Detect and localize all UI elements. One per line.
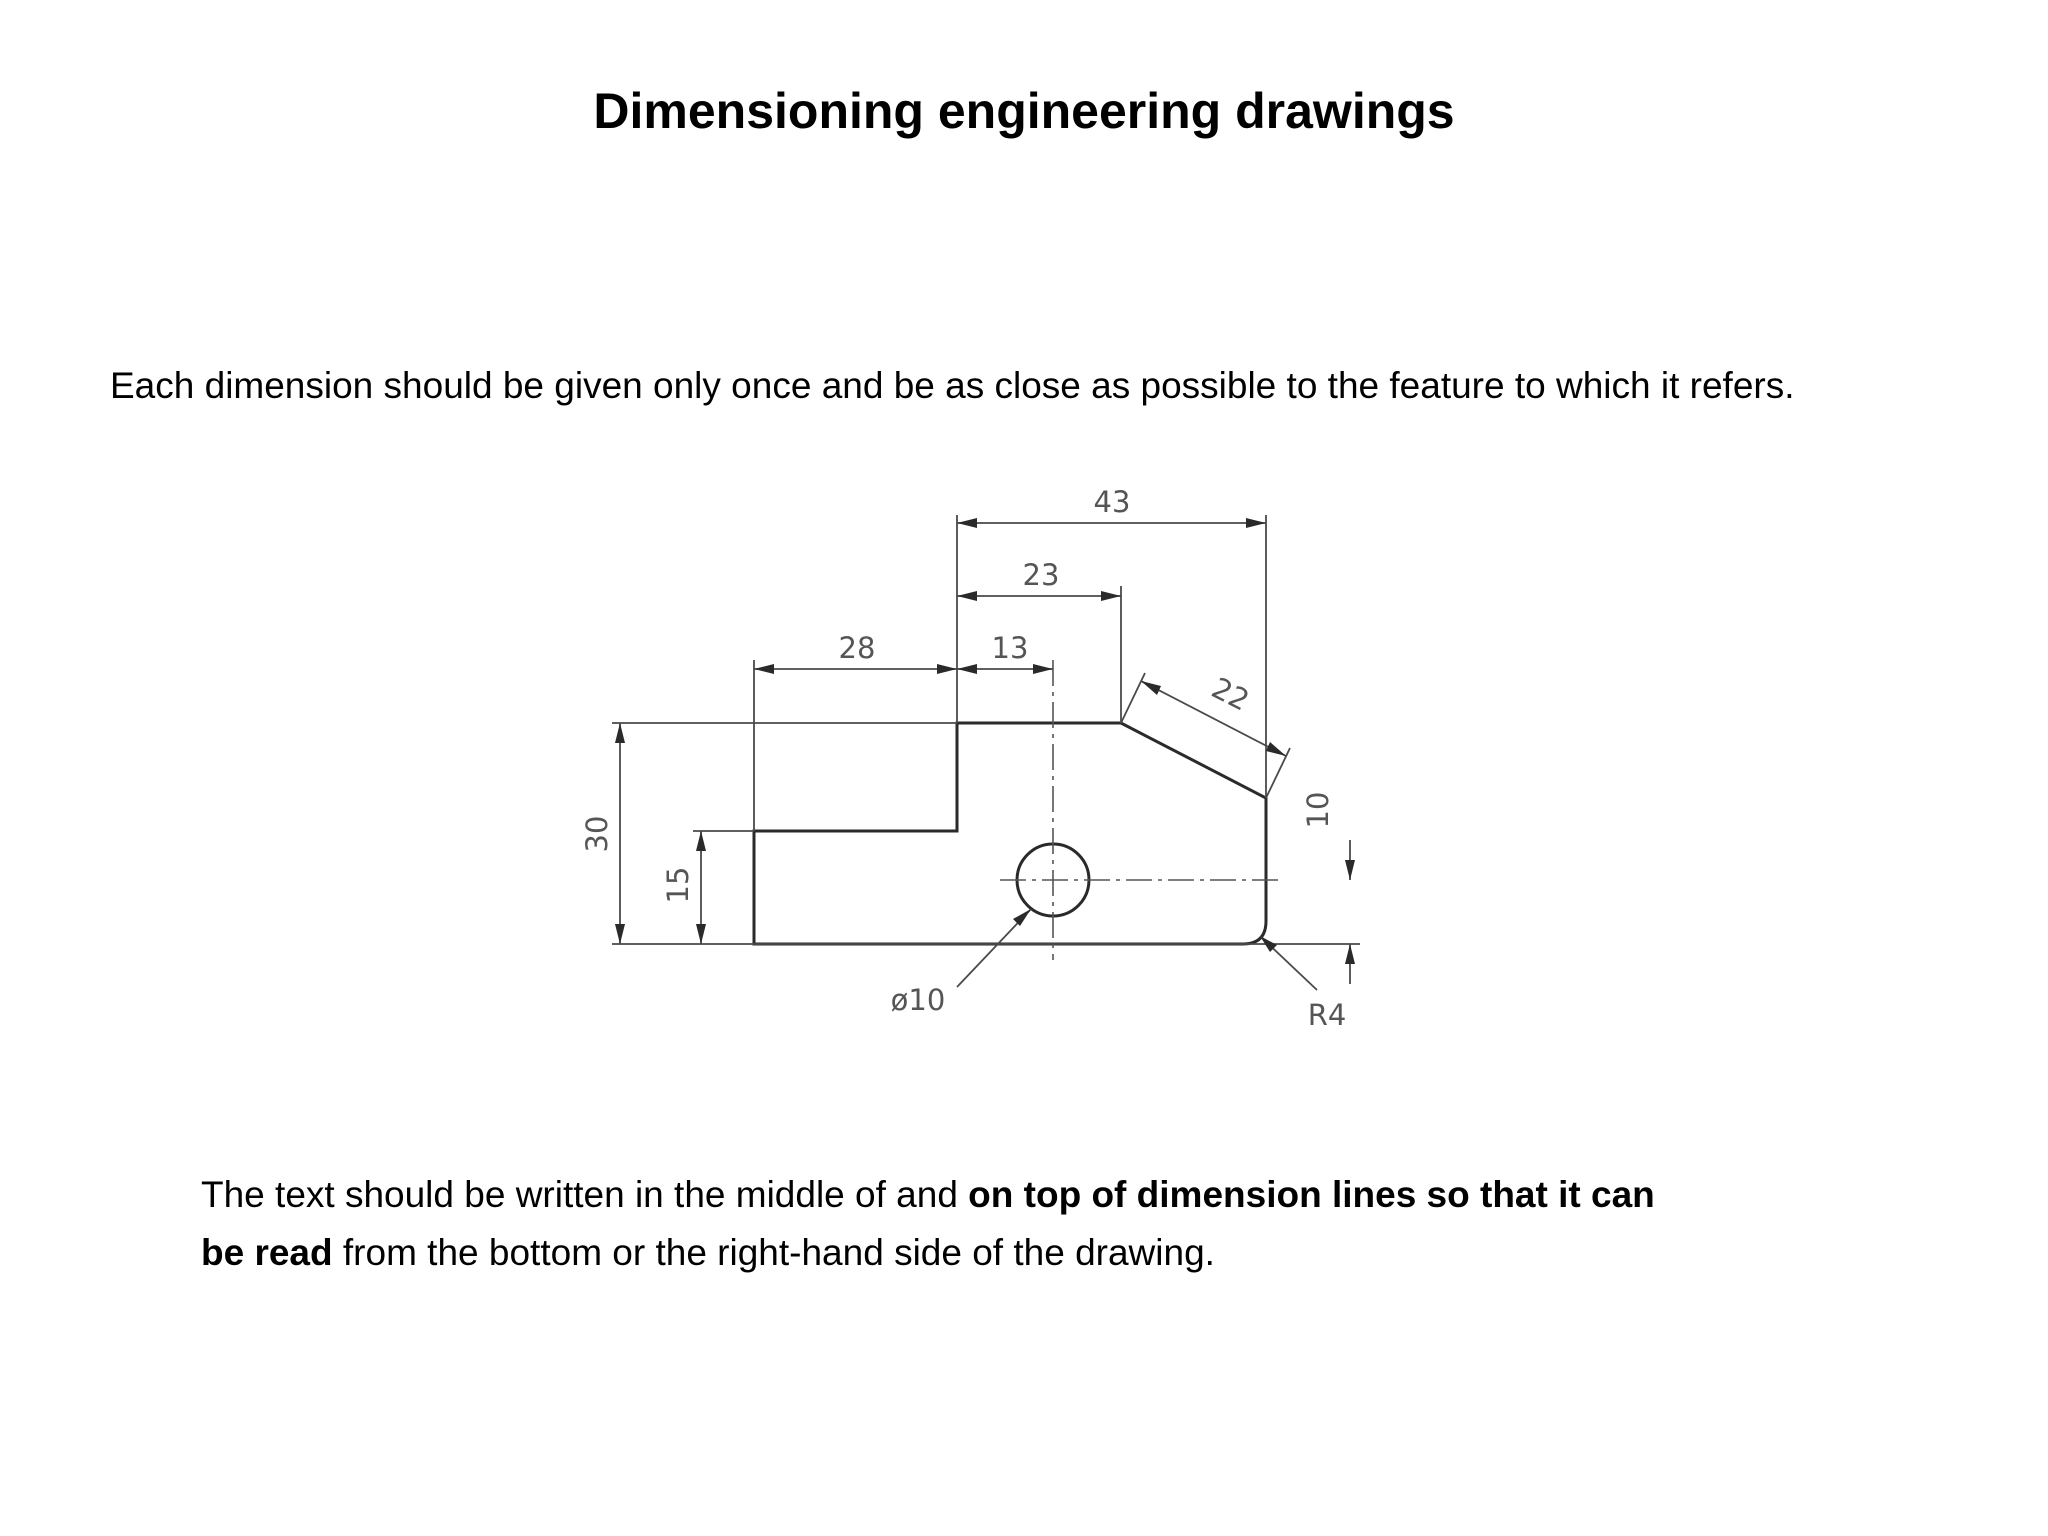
note-text-1: The text should be written in the middle of and bbox=[201, 1174, 969, 1215]
arrow-22-start bbox=[1141, 681, 1161, 695]
note-paragraph bbox=[201, 1166, 1841, 1282]
intro-paragraph: Each dimension should be given only once and be as close as possible to the feature to which it refers. bbox=[110, 365, 1795, 406]
dimension-label-22: 22 bbox=[1206, 670, 1255, 718]
arrow-dia10 bbox=[1013, 909, 1031, 926]
note-text-2: from the bottom or the right-hand side of the drawing. bbox=[332, 1232, 1215, 1273]
dimension-label-15: 15 bbox=[661, 866, 695, 904]
note-bold-2: be read bbox=[201, 1232, 333, 1273]
arrow-10-upper bbox=[1345, 860, 1355, 880]
arrow-30-bottom bbox=[615, 924, 625, 944]
extension-line-chamfer-end bbox=[1266, 748, 1290, 798]
dimension-label-10: 10 bbox=[1301, 791, 1335, 829]
arrow-23-left bbox=[957, 591, 977, 601]
arrow-10-lower bbox=[1345, 944, 1355, 964]
arrow-15-bottom bbox=[696, 924, 706, 944]
dimension-label-28: 28 bbox=[838, 631, 876, 665]
note-bold-1: on top of dimension lines so that it can bbox=[968, 1174, 1655, 1215]
arrow-22-end bbox=[1266, 742, 1286, 756]
arrow-28-right bbox=[937, 664, 957, 674]
arrow-13-left bbox=[957, 664, 977, 674]
dimension-label-dia10: ø10 bbox=[890, 983, 946, 1017]
arrow-28-left bbox=[754, 664, 774, 674]
dimension-label-43: 43 bbox=[1093, 485, 1131, 519]
page-title: Dimensioning engineering drawings bbox=[593, 83, 1455, 139]
dimension-label-13: 13 bbox=[991, 631, 1029, 665]
arrow-43-right bbox=[1246, 518, 1266, 528]
arrow-15-top bbox=[696, 831, 706, 851]
arrow-13-right bbox=[1033, 664, 1053, 674]
dimension-label-r4: R4 bbox=[1307, 998, 1347, 1032]
part-outline bbox=[754, 723, 1266, 944]
dimension-label-23: 23 bbox=[1022, 558, 1060, 592]
dimension-label-30: 30 bbox=[580, 815, 614, 853]
arrow-43-left bbox=[957, 518, 977, 528]
arrow-30-top bbox=[615, 723, 625, 743]
arrow-23-right bbox=[1101, 591, 1121, 601]
